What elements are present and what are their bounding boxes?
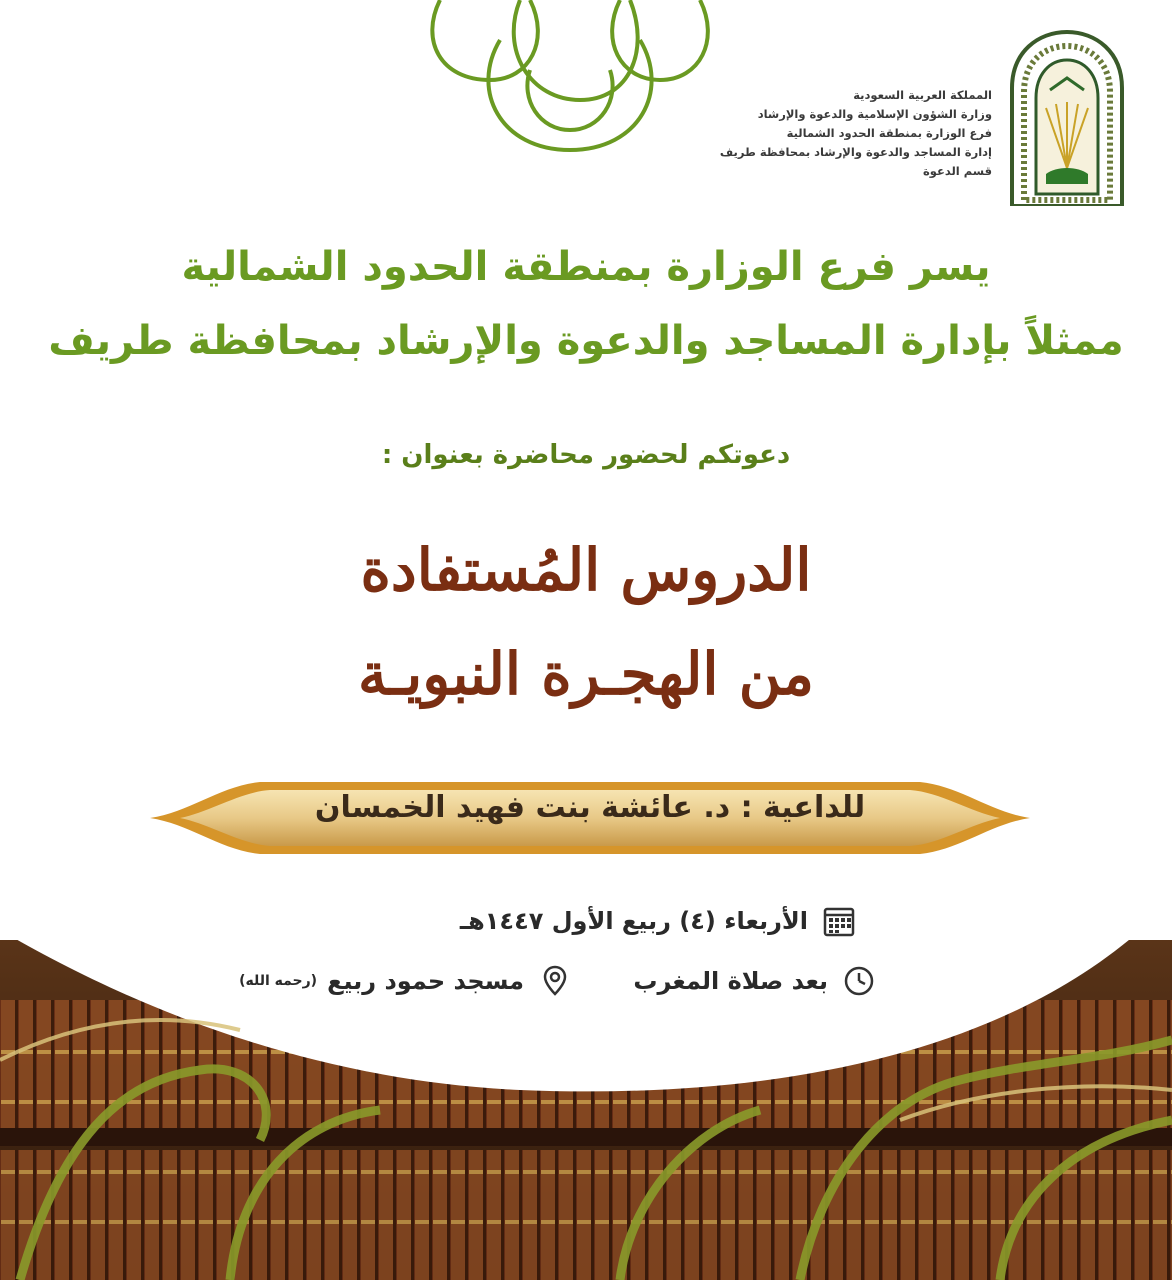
ministry-emblem	[1006, 28, 1128, 206]
event-time: بعد صلاة المغرب	[633, 967, 828, 995]
ministry-header	[692, 86, 992, 181]
date-row	[460, 904, 856, 938]
event-place: مسجد حمود ربيع	[327, 967, 524, 995]
ministry-line: المملكة العربية السعودية	[853, 88, 992, 102]
speaker-name: للداعية : د. عائشة بنت فهيد الخمسان	[314, 790, 866, 825]
lecture-title-line-1: الدروس المُستفادة	[360, 536, 812, 604]
clock-icon	[842, 964, 876, 998]
event-date: الأربعاء (٤) ربيع الأول ١٤٤٧هـ	[459, 907, 808, 935]
ministry-line: وزارة الشؤون الإسلامية والدعوة والإرشاد	[757, 107, 992, 121]
place-note: (رحمه الله)	[239, 973, 318, 989]
announcement-line-2: ممثلاً بإدارة المساجد والدعوة والإرشاد بمحافظة طريف	[48, 318, 1124, 364]
invitation-text: دعوتكم لحضور محاضرة بعنوان :	[381, 440, 791, 470]
announcement-line-1: يسر فرع الوزارة بمنطقة الحدود الشمالية	[181, 244, 991, 290]
ministry-line: إدارة المساجد والدعوة والإرشاد بمحافظة طريف	[719, 145, 992, 159]
place-row	[239, 964, 572, 998]
time-row	[633, 964, 876, 998]
lecture-title-line-2: من الهجـرة النبويـة	[358, 640, 814, 708]
location-pin-icon	[538, 964, 572, 998]
ministry-line: قسم الدعوة	[922, 164, 992, 178]
ministry-line: فرع الوزارة بمنطقة الحدود الشمالية	[786, 126, 992, 140]
calendar-icon	[822, 904, 856, 938]
